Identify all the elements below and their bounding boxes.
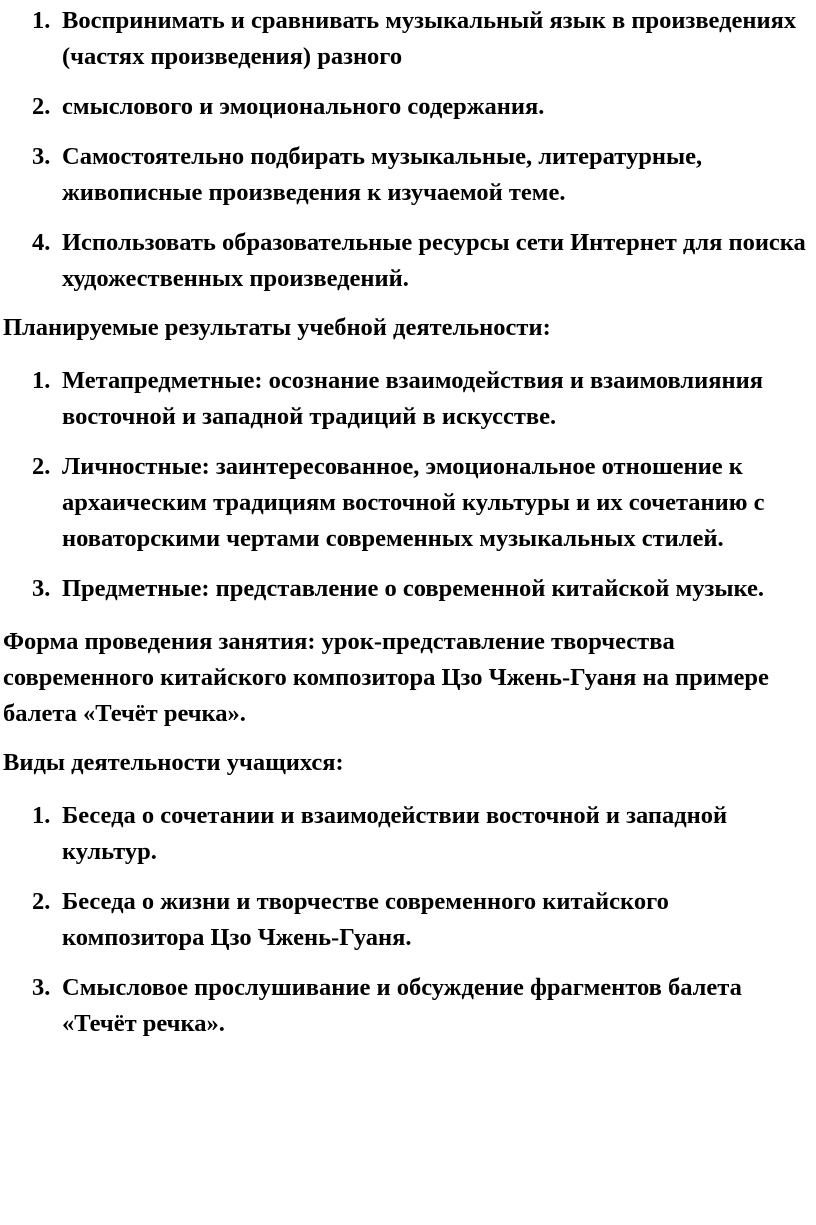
list-item-number: 1. bbox=[32, 367, 51, 394]
list-item-number: 4. bbox=[32, 229, 51, 256]
skills-list bbox=[0, 3, 816, 297]
activities-list bbox=[0, 798, 816, 1042]
spacer bbox=[0, 607, 816, 624]
activities-heading: Виды деятельности учащихся: bbox=[3, 749, 344, 776]
list-item-number: 1. bbox=[32, 802, 51, 829]
list-item bbox=[32, 89, 816, 125]
list-item-number: 1. bbox=[32, 7, 51, 34]
spacer bbox=[0, 346, 816, 363]
list-item-text: Использовать образовательные ресурсы сети Интернет для поиска художественных произведений. bbox=[62, 229, 806, 292]
list-item bbox=[32, 363, 816, 435]
list-item-number: 2. bbox=[32, 453, 51, 480]
list-item-text: Беседа о жизни и творчестве современного китайского композитора Цзо Чжень-Гуаня. bbox=[62, 888, 669, 951]
list-item bbox=[32, 884, 816, 956]
list-item-number: 3. bbox=[32, 974, 51, 1001]
list-item bbox=[32, 225, 816, 297]
spacer bbox=[0, 732, 816, 745]
list-item-number: 3. bbox=[32, 575, 51, 602]
list-item-text: Метапредметные: осознание взаимодействия и взаимовлияния восточной и западной традиций в искусстве. bbox=[62, 367, 764, 430]
list-item-text: Смысловое прослушивание и обсуждение фрагментов балета «Течёт речка». bbox=[62, 974, 742, 1037]
list-item bbox=[32, 798, 816, 870]
results-heading: Планируемые результаты учебной деятельности: bbox=[3, 314, 551, 341]
list-item-text: Предметные: представление о современной китайской музыке. bbox=[62, 575, 764, 602]
list-item-text: Самостоятельно подбирать музыкальные, литературные, живописные произведения к изучаемой теме. bbox=[62, 143, 703, 206]
list-item bbox=[32, 139, 816, 211]
results-list bbox=[0, 363, 816, 607]
list-item-text: Воспринимать и сравнивать музыкальный язык в произведениях (частях произведения) разного bbox=[62, 7, 797, 70]
list-item-number: 2. bbox=[32, 93, 51, 120]
list-item bbox=[32, 571, 816, 607]
lesson-form-paragraph: Форма проведения занятия: урок-представление творчества современного китайского композитора Цзо Чжень-Гуаня на примере балета «Течёт речка». bbox=[3, 628, 769, 727]
list-item bbox=[32, 449, 816, 557]
list-item-text: смыслового и эмоционального содержания. bbox=[62, 93, 545, 120]
list-item-text: Личностные: заинтересованное, эмоциональное отношение к архаическим традициям восточной культуры и их сочетанию с новаторскими чертами современных музыкальных стилей. bbox=[62, 453, 765, 552]
list-item-number: 3. bbox=[32, 143, 51, 170]
spacer bbox=[0, 781, 816, 798]
spacer bbox=[0, 297, 816, 310]
list-item bbox=[32, 970, 816, 1042]
list-item bbox=[32, 3, 816, 75]
list-item-number: 2. bbox=[32, 888, 51, 915]
list-item-text: Беседа о сочетании и взаимодействии восточной и западной культур. bbox=[62, 802, 728, 865]
